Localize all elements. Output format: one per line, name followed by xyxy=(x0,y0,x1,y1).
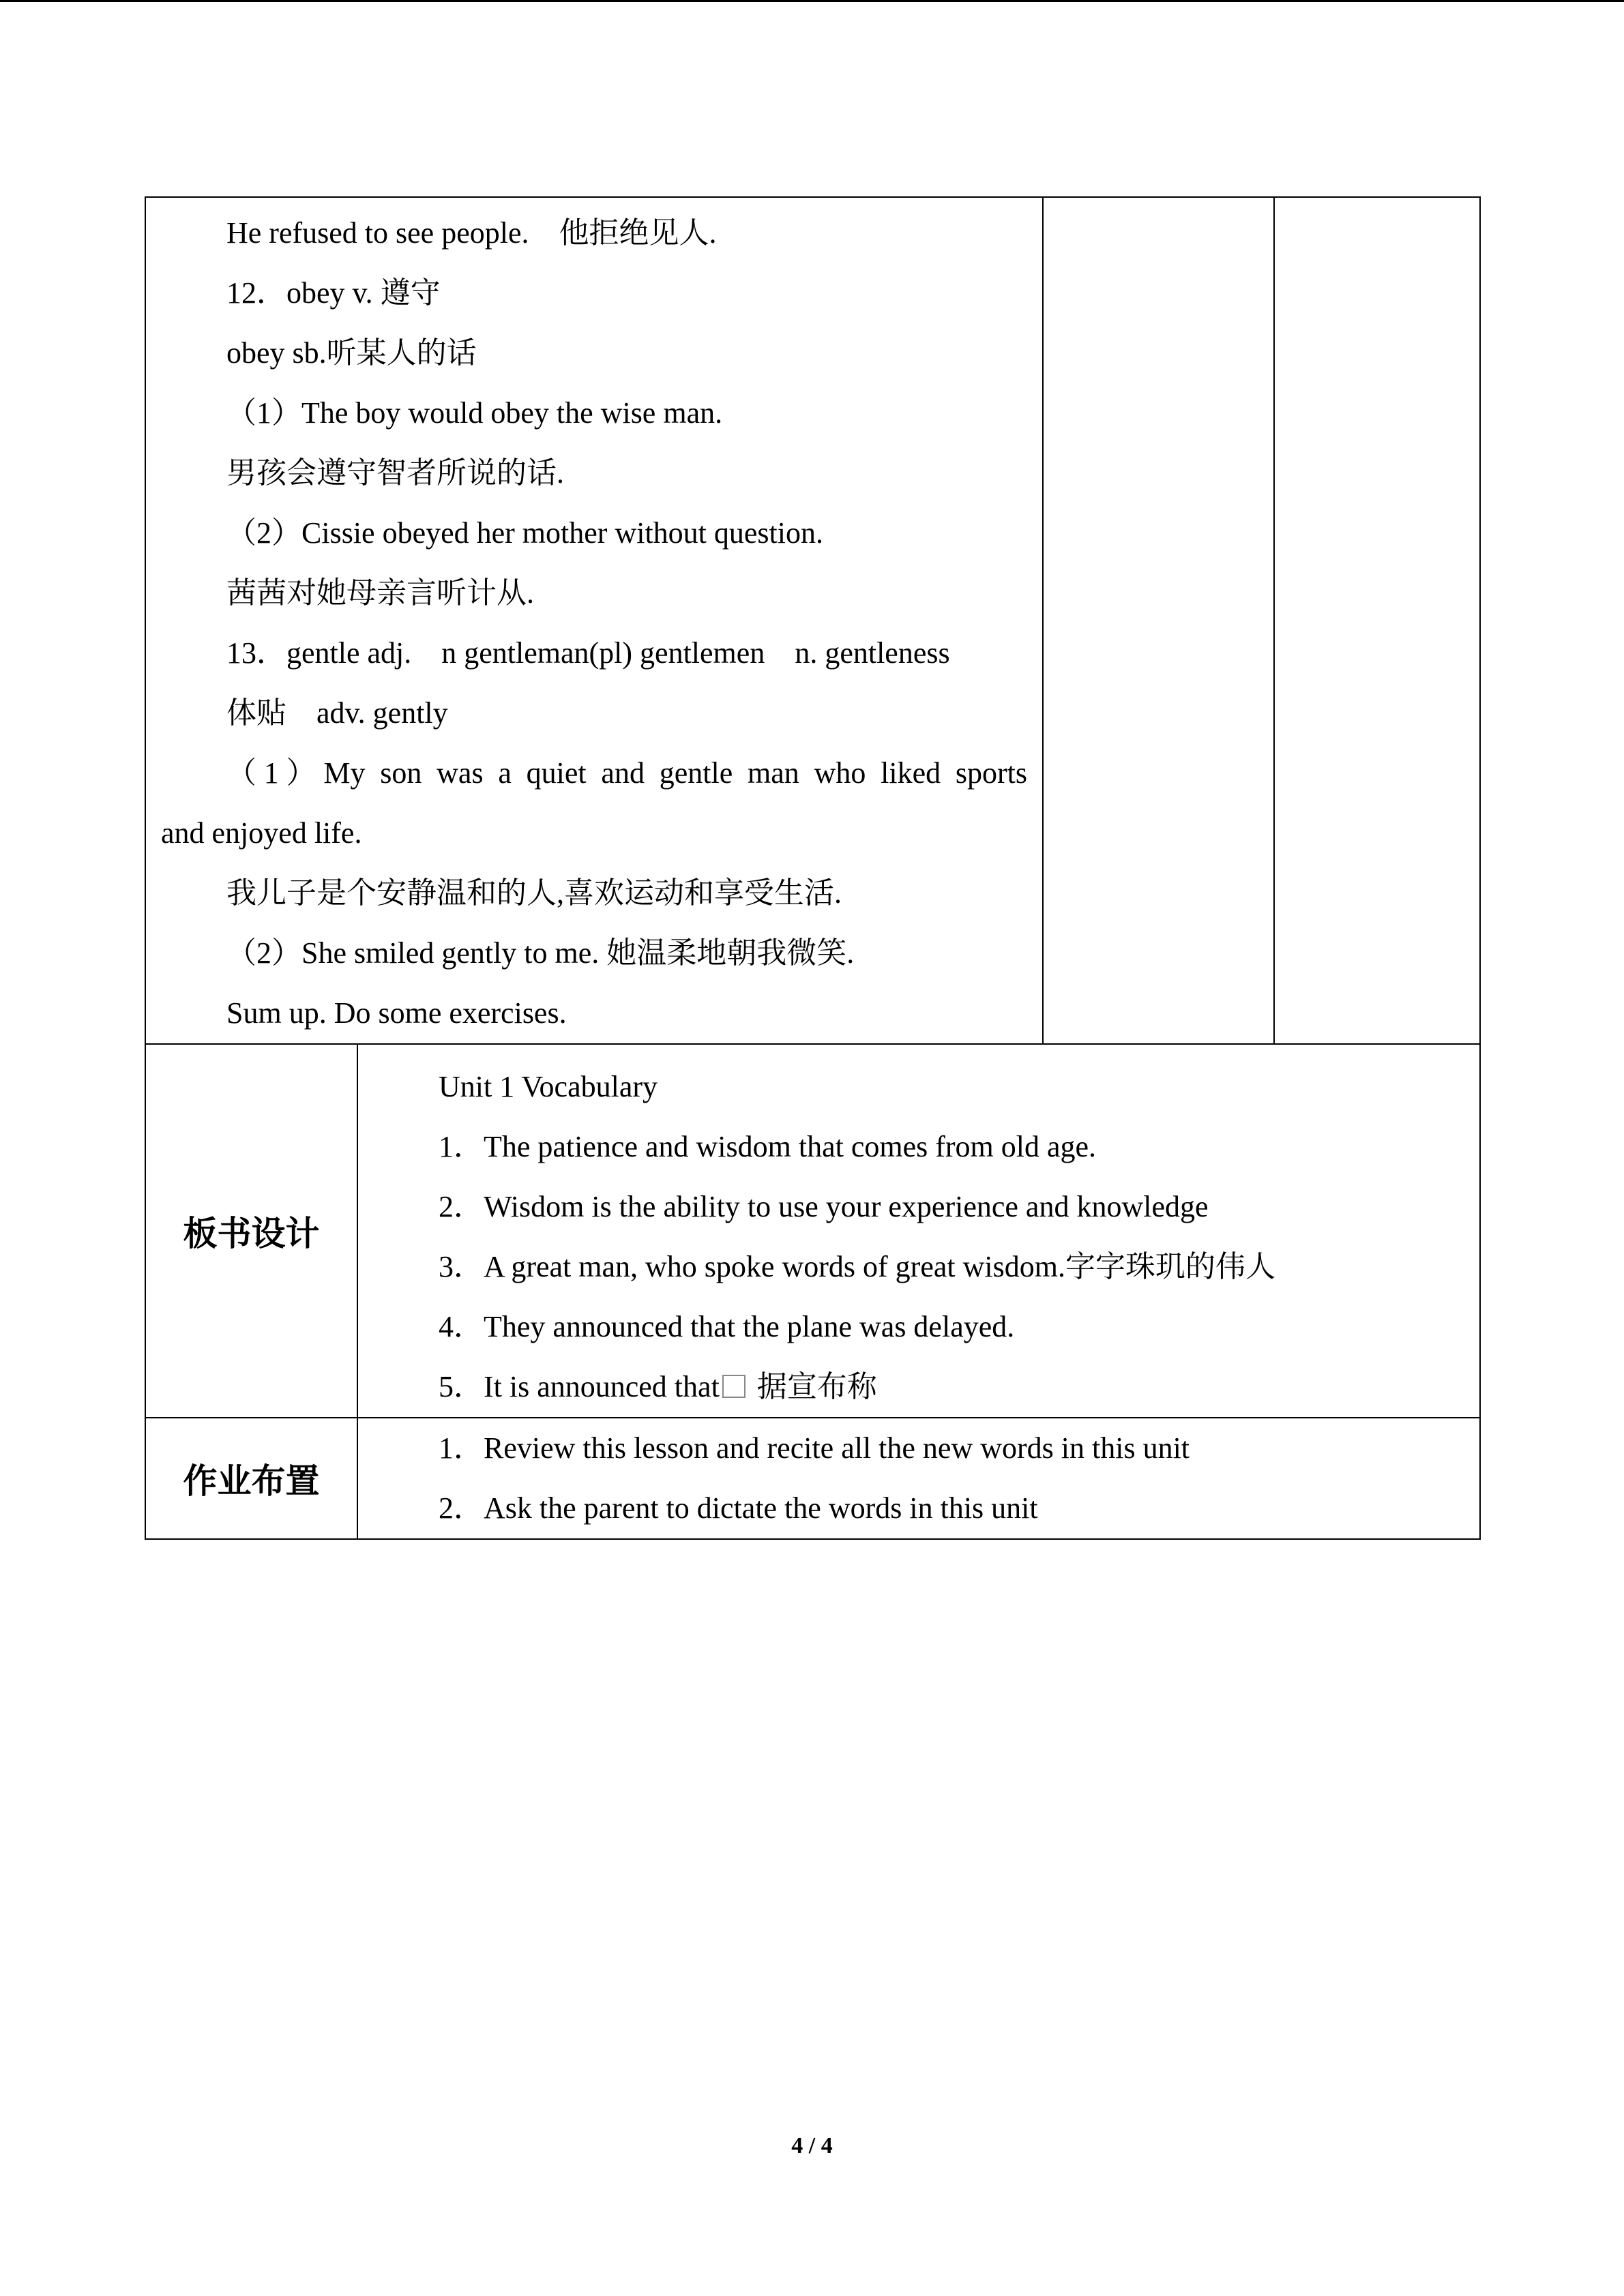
content-line: 我儿子是个安静温和的人,喜欢运动和享受生活. xyxy=(226,876,842,910)
page-number: 4 / 4 xyxy=(791,2133,833,2158)
homework-label: 作业布置 xyxy=(145,1418,357,1539)
content-line: obey sb.听某人的话 xyxy=(226,336,477,370)
content-line: 体贴 adv. gently xyxy=(226,696,448,730)
board-line: 3．A great man, who spoke words of great wisdom.字字珠玑的伟人 xyxy=(439,1250,1275,1283)
board-design-row xyxy=(145,1044,1480,1418)
teaching-content-row xyxy=(145,197,1480,1044)
homework-row xyxy=(145,1418,1480,1539)
board-line: 4．They announced that the plane was delayed. xyxy=(439,1310,1015,1343)
homework-line: 2．Ask the parent to dictate the words in this unit xyxy=(439,1491,1038,1525)
missing-glyph-icon xyxy=(722,1375,745,1398)
empty-column-cell xyxy=(1043,197,1274,1044)
board-line: 2．Wisdom is the ability to use your experience and knowledge xyxy=(439,1190,1209,1223)
teaching-content-cell xyxy=(145,197,1043,1044)
board-line: 1．The patience and wisdom that comes from old age. xyxy=(439,1130,1097,1163)
content-line: Sum up. Do some exercises. xyxy=(226,996,567,1030)
content-line: He refused to see people. 他拒绝见人. xyxy=(226,216,717,250)
content-line: 男孩会遵守智者所说的话. xyxy=(226,456,564,490)
board-line-text: 据宣布称 xyxy=(756,1370,877,1403)
homework-line: 1．Review this lesson and recite all the new words in this unit xyxy=(439,1431,1190,1465)
content-line: （1）My son was a quiet and gentle man who liked sports xyxy=(226,756,1028,790)
empty-column-cell xyxy=(1274,197,1480,1044)
board-line xyxy=(439,1357,1479,1417)
homework-content xyxy=(357,1418,1480,1539)
content-line: （2）She smiled gently to me. 她温柔地朝我微笑. xyxy=(226,936,855,970)
content-line: （1）The boy would obey the wise man. xyxy=(226,396,723,430)
content-line: （2）Cissie obeyed her mother without question. xyxy=(226,516,823,550)
lesson-plan-table xyxy=(145,196,1481,1540)
board-design-label: 板书设计 xyxy=(145,1044,357,1418)
board-line-text: 5．It is announced that xyxy=(439,1370,720,1403)
board-line: Unit 1 Vocabulary xyxy=(439,1070,658,1103)
content-line: 12．obey v. 遵守 xyxy=(226,276,441,310)
content-line: 13．gentle adj. n gentleman(pl) gentlemen n. gentleness xyxy=(226,636,950,670)
content-line: and enjoyed life. xyxy=(161,816,362,850)
top-border-line xyxy=(0,0,1624,2)
board-design-content xyxy=(357,1044,1480,1418)
content-line: 茜茜对她母亲言听计从. xyxy=(226,576,534,610)
